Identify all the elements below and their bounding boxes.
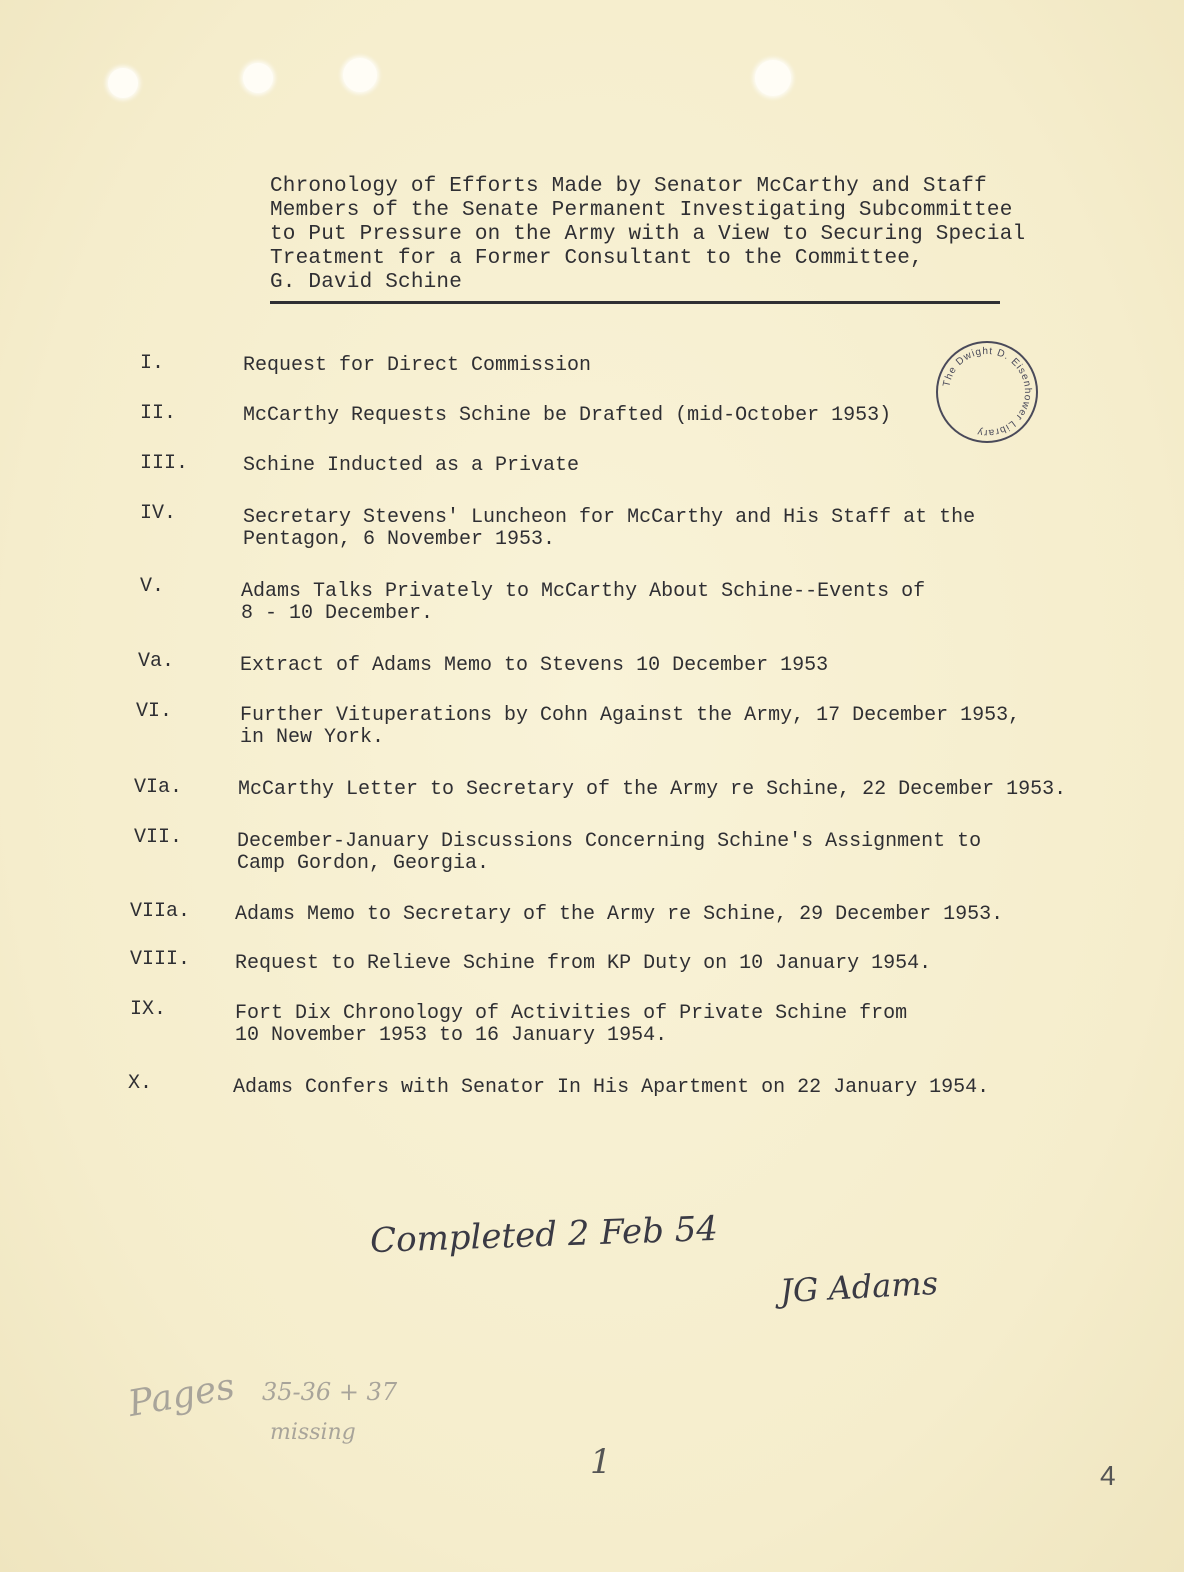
item-text: Adams Confers with Senator In His Apartment on 22 January 1954. <box>233 1076 990 1099</box>
item-text: December-January Discussions Concerning Schine's Assignment to <box>237 830 982 853</box>
item-number: IX. <box>130 998 167 1021</box>
title-line: Chronology of Efforts Made by Senator McCarthy and Staff <box>270 175 987 198</box>
item-number: I. <box>140 352 165 375</box>
item-number: II. <box>140 402 177 425</box>
document-title <box>270 175 1026 295</box>
item-number: VI. <box>136 700 173 723</box>
library-stamp <box>935 340 1039 444</box>
item-text: Adams Memo to Secretary of the Army re Schine, 29 December 1953. <box>235 903 1004 926</box>
item-number: III. <box>140 452 189 475</box>
item-text: 8 - 10 December. <box>241 602 434 625</box>
title-line: to Put Pressure on the Army with a View to Securing Special <box>270 223 1026 246</box>
page-number: 1 <box>590 1442 612 1482</box>
punch-hole-1 <box>108 68 138 98</box>
item-number: Va. <box>138 650 175 673</box>
item-number: IV. <box>140 502 177 525</box>
punch-hole-4 <box>755 60 791 96</box>
title-line: Treatment for a Former Consultant to the Committee, <box>270 247 923 270</box>
item-number: VIa. <box>134 776 183 799</box>
item-text: Request to Relieve Schine from KP Duty on 10 January 1954. <box>235 952 932 975</box>
pencil-note-pages: Pages <box>125 1366 238 1425</box>
pencil-note-page-numbers: 35-36 + 37 <box>262 1378 398 1406</box>
title-line: Members of the Senate Permanent Investigating Subcommittee <box>270 199 1013 222</box>
item-text: Schine Inducted as a Private <box>243 454 580 477</box>
item-text: Secretary Stevens' Luncheon for McCarthy and His Staff at the <box>243 506 976 529</box>
item-number: VIIa. <box>130 900 191 923</box>
item-text: McCarthy Requests Schine be Drafted (mid-October 1953) <box>243 404 892 427</box>
pencil-note-missing: missing <box>270 1420 356 1445</box>
item-number: V. <box>140 575 165 598</box>
item-number: VII. <box>134 826 183 849</box>
item-text: Pentagon, 6 November 1953. <box>243 528 556 551</box>
handwritten-completed-note: Completed 2 Feb 54 <box>369 1208 719 1262</box>
item-text: 10 November 1953 to 16 January 1954. <box>235 1024 668 1047</box>
handwritten-signature: JG Adams <box>779 1263 939 1311</box>
item-text: in New York. <box>240 726 385 749</box>
item-text: Request for Direct Commission <box>243 354 592 377</box>
item-text: Adams Talks Privately to McCarthy About Schine--Events of <box>241 580 926 603</box>
item-text: Further Vituperations by Cohn Against the Army, 17 December 1953, <box>240 704 1021 727</box>
svg-text:The Dwight D. Eisenhower Libra <box>941 346 1033 438</box>
title-underline <box>270 301 1000 304</box>
punch-hole-2 <box>243 63 273 93</box>
item-text: Fort Dix Chronology of Activities of Private Schine from <box>235 1002 908 1025</box>
title-line: G. David Schine <box>270 271 463 294</box>
item-text: Camp Gordon, Georgia. <box>237 852 490 875</box>
stamp-text: The Dwight D. Eisenhower Library <box>941 345 1034 439</box>
item-text: McCarthy Letter to Secretary of the Army re Schine, 22 December 1953. <box>238 778 1067 801</box>
item-number: VIII. <box>130 948 191 971</box>
punch-hole-3 <box>343 58 377 92</box>
item-text: Extract of Adams Memo to Stevens 10 December 1953 <box>240 654 829 677</box>
item-number: X. <box>128 1072 153 1095</box>
corner-number: 4 <box>1100 1460 1116 1491</box>
